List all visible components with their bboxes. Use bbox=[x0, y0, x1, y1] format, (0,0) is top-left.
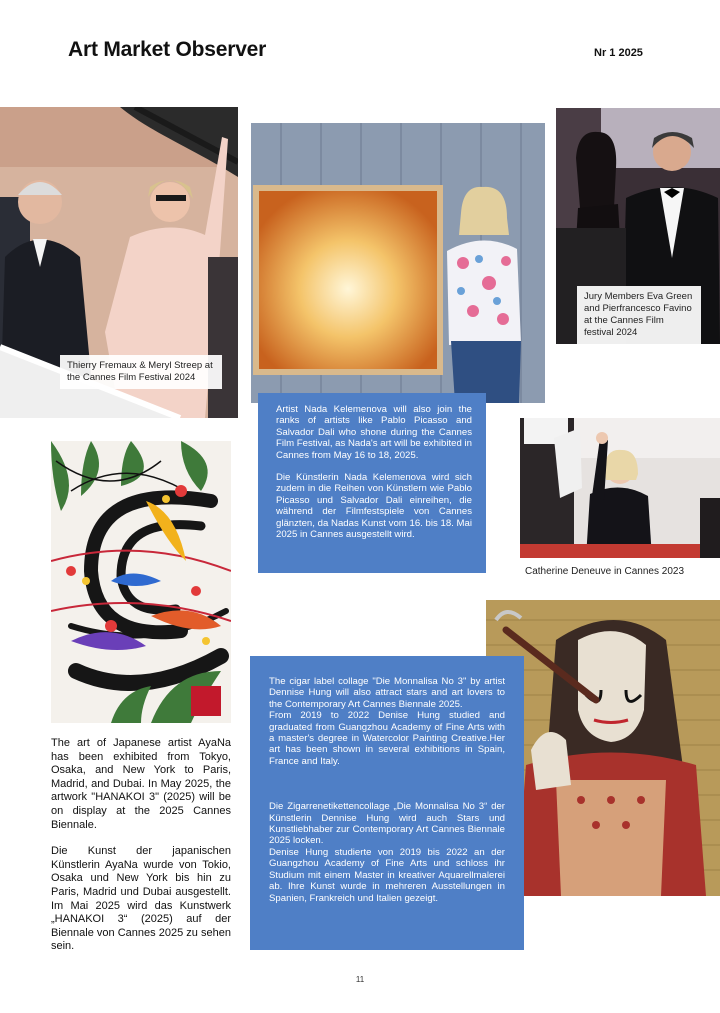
hung-text-de-1: Die Zigarrenetikettencollage „Die Monnalisa No 3“ der Künstlerin Dennise Hung wird auch Stars und Kunstliebhaber zur Contemporary Art Cannes Biennale 2025 locken. bbox=[269, 801, 505, 847]
koi-artwork-image-icon bbox=[51, 441, 231, 723]
hung-text-en-1: The cigar label collage "Die Monnalisa No 3" by artist Dennise Hung will also attract stars and art lovers to the Contemporary Art Cannes Biennale 2025. bbox=[269, 676, 505, 710]
ayana-text-en: The art of Japanese artist AyaNa has been exhibited from Tokyo, Osaka, and New York to Paris, Madrid, and Dubai. In May 2025, the artwork "HANAKOI 3" (2025) will be on display at the 2025 Cannes Biennale. bbox=[51, 737, 231, 831]
kelemenova-text-de: Die Künstlerin Nada Kelemenova wird sich zudem in die Reihen von Künstlern wie Pablo Picasso und Salvador Dali einreihen, die während der Filmfestspiele von Cannes glänzten, da Nadas Kunst vom 16. bis 18. Mai 2025 in Cannes ausgestellt wird. bbox=[276, 472, 472, 541]
actress-waving-photo-icon bbox=[520, 418, 720, 558]
kelemenova-text-en: Artist Nada Kelemenova will also join the ranks of artists like Pablo Picasso and Salvador Dali who shone during the Cannes Film Festival, as Nada's art will be exhibited in Cannes from May 16 to 18, 2025. bbox=[276, 404, 472, 461]
issue-number: Nr 1 2025 bbox=[594, 47, 643, 59]
ayana-text-de: Die Kunst der japanischen Künstlerin AyaNa wurde von Tokio, Osaka und New York bis hin zu Paris, Madrid und Dubai ausgestellt. Im Mai 2025 wird das Kunstwerk „HANAKOI 3“ (2025) auf der Biennale von Cannes 2025 zu sehen sein. bbox=[51, 845, 231, 953]
deneuve-caption: Catherine Deneuve in Cannes 2023 bbox=[525, 566, 684, 577]
hung-info-box bbox=[250, 656, 524, 950]
magazine-title: Art Market Observer bbox=[68, 38, 267, 61]
ayana-article bbox=[51, 737, 231, 967]
hung-text-en-2: From 2019 to 2022 Denise Hung studied and graduated from Guangzhou Academy of Fine Arts with a master's degree in Watercolor Painting Creative.Her art has been shown in several exhibitions in Spain, France and Italy. bbox=[269, 710, 505, 767]
artist-with-painting-photo-icon bbox=[251, 123, 545, 403]
fremaux-streep-caption: Thierry Fremaux & Meryl Streep at the Cannes Film Festival 2024 bbox=[60, 355, 222, 389]
jury-caption: Jury Members Eva Green and Pierfrancesco Favino at the Cannes Film festival 2024 bbox=[577, 286, 701, 344]
kelemenova-info-box bbox=[258, 393, 486, 573]
page-number: 11 bbox=[355, 975, 365, 984]
hanakoi-artwork bbox=[51, 441, 231, 723]
hung-text-de-2: Denise Hung studierte von 2019 bis 2022 an der Guangzhou Academy of Fine Arts und schloss ihr Studium mit einem Master in kreativer Aquarellmalerei ab. Ihre Kunst wurde in mehreren Ausstellungen in Spanien, Frankreich und Italien gezeigt. bbox=[269, 846, 505, 904]
deneuve-photo bbox=[520, 418, 720, 558]
kelemenova-photo bbox=[251, 123, 545, 403]
